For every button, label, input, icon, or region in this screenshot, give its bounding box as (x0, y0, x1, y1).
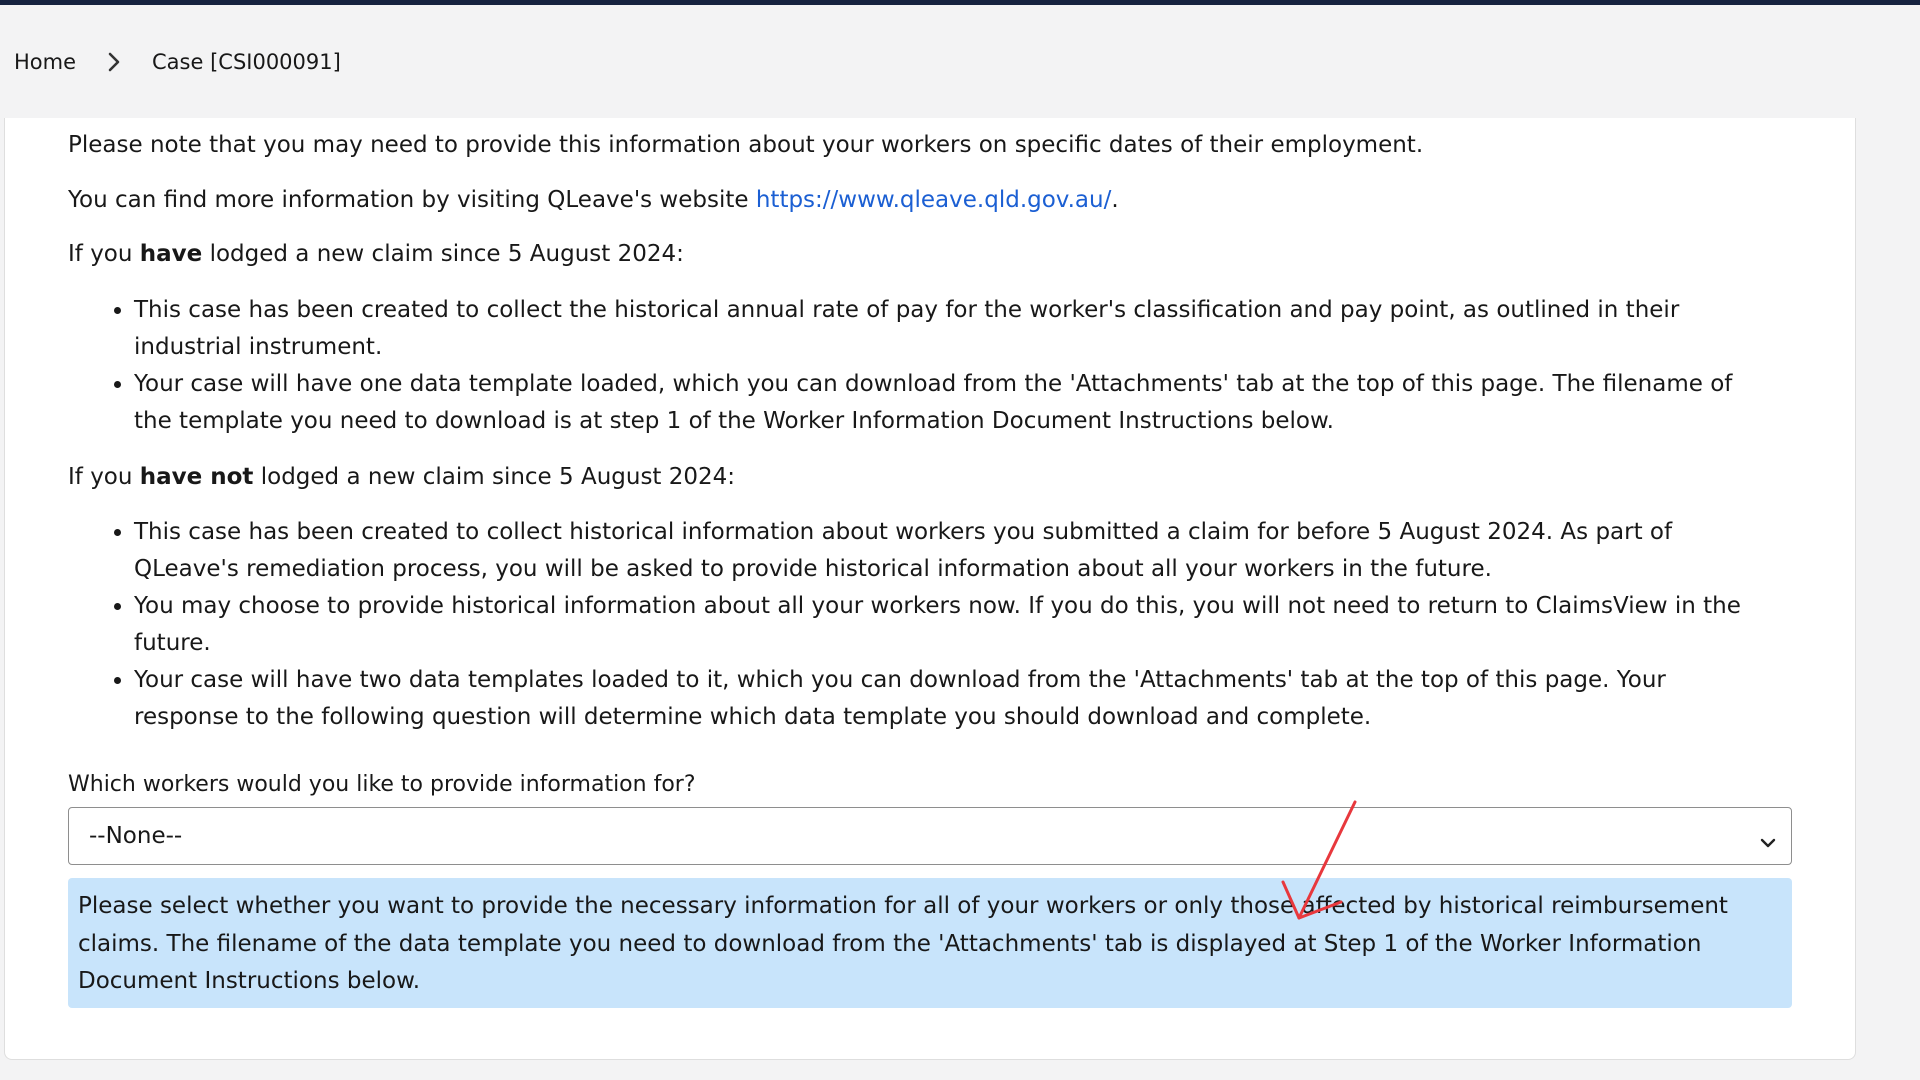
workers-select[interactable] (68, 807, 1792, 865)
have-not-bold: have not (139, 464, 254, 490)
breadcrumb-current: Case [CSI000091] (152, 50, 341, 74)
list-item: • You may choose to provide historical information about all your workers now. If you do this, you will not need to return to ClaimsView in the future. (134, 588, 1758, 662)
case-details-card (4, 118, 1856, 1060)
have-not-prefix: If you (68, 464, 140, 490)
chevron-down-icon (1759, 827, 1777, 845)
more-info-paragraph (68, 182, 1119, 219)
workers-question-label: Which workers would you like to provide information for? (68, 772, 696, 797)
have-not-lodged-list (68, 514, 1758, 736)
list-item: • Your case will have two data templates loaded to it, which you can download from the 'Attachments' tab at the top of this page. Your response to the following question will determine which data template you should download and complete. (134, 662, 1758, 736)
top-navigation-bar (0, 0, 1920, 5)
more-info-text: You can find more information by visiting QLeave's website (68, 187, 756, 213)
have-lodged-list (68, 292, 1758, 440)
employment-dates-note: Please note that you may need to provide this information about your workers on specific dates of their employment. (68, 132, 1424, 158)
chevron-right-icon (104, 52, 124, 72)
more-info-suffix: . (1111, 187, 1119, 213)
list-item: • This case has been created to collect historical information about workers you submitted a claim for before 5 August 2024. As part of QLeave's remediation process, you will be asked to provide historical information about all your workers in the future. (134, 514, 1758, 588)
list-item: • Your case will have one data template loaded, which you can download from the 'Attachments' tab at the top of this page. The filename of the template you need to download is at step 1 of the Worker Information Document Instructions below. (134, 366, 1758, 440)
have-lodged-heading (68, 236, 684, 273)
list-item: • This case has been created to collect the historical annual rate of pay for the worker's classification and pay point, as outlined in their industrial instrument. (134, 292, 1758, 366)
have-not-suffix: lodged a new claim since 5 August 2024: (253, 464, 736, 490)
select-help-text: Please select whether you want to provide the necessary information for all of your workers or only those affected by historical reimbursement claims. The filename of the data template you need to download from the 'Attachments' tab is displayed at Step 1 of the Worker Information Document Instructions below. (68, 878, 1792, 1008)
have-bold: have (139, 241, 203, 267)
qleave-website-link[interactable]: https://www.qleave.qld.gov.au/ (755, 187, 1112, 213)
have-not-lodged-heading (68, 459, 735, 496)
breadcrumb (14, 44, 341, 80)
have-suffix: lodged a new claim since 5 August 2024: (202, 241, 684, 267)
breadcrumb-home-link[interactable]: Home (14, 50, 77, 74)
workers-select-value: --None-- (89, 822, 183, 849)
have-prefix: If you (68, 241, 140, 267)
